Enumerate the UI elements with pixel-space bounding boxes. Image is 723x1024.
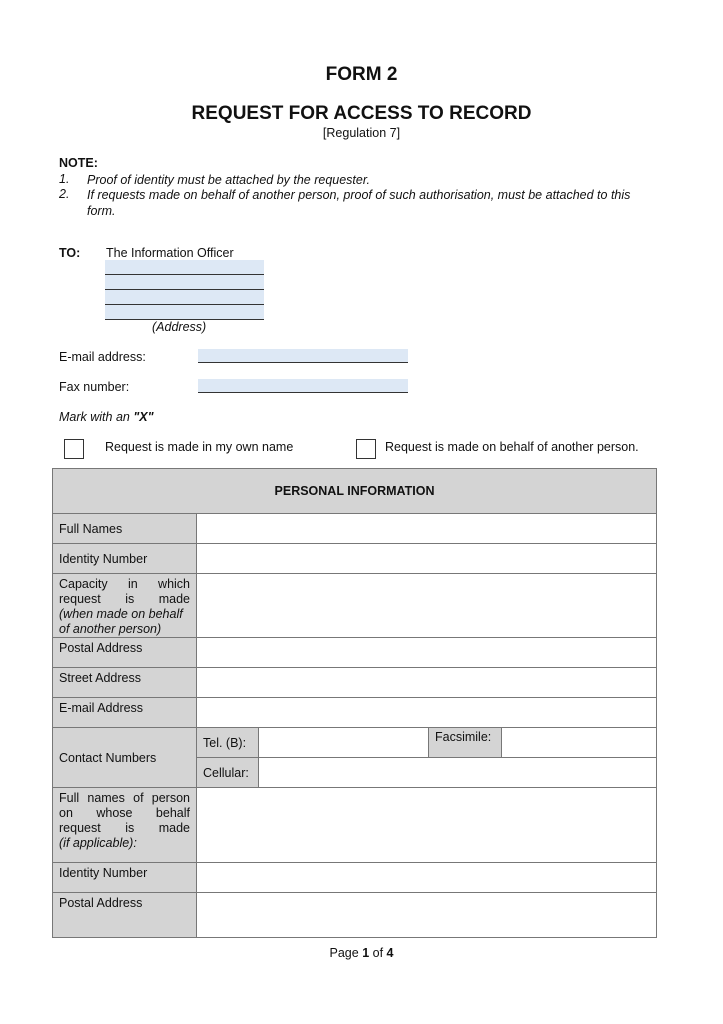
behalf-postal-address-input[interactable] xyxy=(197,893,657,938)
capacity-label xyxy=(53,574,197,638)
note-item-text: If requests made on behalf of another person, proof of such authorisation, must be attached to this form. xyxy=(87,188,631,218)
behalf-names-input[interactable] xyxy=(197,788,657,863)
behalf-identity-number-input[interactable] xyxy=(197,863,657,893)
form-number: FORM 2 xyxy=(325,64,398,85)
full-names-label: Full Names xyxy=(53,514,197,544)
mark-instruction xyxy=(59,410,154,424)
postal-address-label xyxy=(53,638,197,668)
street-address-label xyxy=(53,668,197,698)
note-item-number: 2. xyxy=(59,187,70,201)
street-address-label-text: Street Address xyxy=(59,671,141,685)
recipient-name: The Information Officer xyxy=(106,246,234,260)
total-pages: 4 xyxy=(386,946,394,960)
facsimile-input[interactable] xyxy=(502,728,657,758)
capacity-input[interactable] xyxy=(197,574,657,638)
email-address-label xyxy=(53,698,197,728)
address-line-2-input[interactable] xyxy=(105,275,264,290)
note-heading: NOTE: xyxy=(59,156,98,170)
fax-input[interactable] xyxy=(198,379,408,393)
capacity-label-note: (when made on behalf of another person) xyxy=(59,607,183,636)
regulation-reference: [Regulation 7] xyxy=(322,126,401,140)
note-item-text: Proof of identity must be attached by the requester. xyxy=(87,173,371,187)
behalf-postal-address-label-text: Postal Address xyxy=(59,896,143,910)
fax-label: Fax number: xyxy=(59,380,130,394)
note-item-number: 1. xyxy=(59,172,70,186)
behalf-identity-number-label xyxy=(53,863,197,893)
email-address-input[interactable] xyxy=(197,698,657,728)
email-address-label-text: E-mail Address xyxy=(59,701,144,715)
page-title: REQUEST FOR ACCESS TO RECORD xyxy=(191,103,532,124)
mark-instruction-text: Mark with an xyxy=(59,410,134,424)
current-page: 1 xyxy=(362,946,370,960)
cellular-input[interactable] xyxy=(259,758,657,788)
personal-information-heading: PERSONAL INFORMATION xyxy=(53,469,657,514)
address-caption: (Address) xyxy=(152,320,207,334)
address-line-1-input[interactable] xyxy=(105,260,264,275)
cellular-label: Cellular: xyxy=(197,758,259,788)
postal-address-input[interactable] xyxy=(197,638,657,668)
note-item-1 xyxy=(59,172,659,188)
behalf-identity-number-label-text: Identity Number xyxy=(59,866,148,880)
email-label: E-mail address: xyxy=(59,350,146,364)
address-line-4-input[interactable] xyxy=(105,305,264,320)
own-name-checkbox-label: Request is made in my own name xyxy=(105,440,294,454)
behalf-postal-address-label xyxy=(53,893,197,938)
page-separator: of xyxy=(369,946,387,960)
address-line-3-input[interactable] xyxy=(105,290,264,305)
page-indicator xyxy=(0,946,723,960)
contact-numbers-label: Contact Numbers xyxy=(53,728,197,788)
page-prefix: Page xyxy=(329,946,363,960)
tel-b-input[interactable] xyxy=(259,728,429,758)
postal-address-label-text: Postal Address xyxy=(59,641,143,655)
mark-symbol: "X" xyxy=(133,410,154,424)
capacity-label-text: Capacity in which request is made xyxy=(59,577,190,606)
to-label: TO: xyxy=(59,246,81,260)
street-address-input[interactable] xyxy=(197,668,657,698)
behalf-names-label-text: Full names of person on whose behalf request is made xyxy=(59,791,190,835)
identity-number-input[interactable] xyxy=(197,544,657,574)
email-input[interactable] xyxy=(198,349,408,363)
behalf-names-label-note: (if applicable): xyxy=(59,836,137,850)
note-item-2 xyxy=(59,187,659,219)
behalf-names-label xyxy=(53,788,197,863)
personal-information-table xyxy=(52,468,657,938)
facsimile-label: Facsimile: xyxy=(429,728,502,758)
behalf-checkbox-label: Request is made on behalf of another person. xyxy=(385,440,639,454)
tel-b-label: Tel. (B): xyxy=(197,728,259,758)
behalf-checkbox[interactable] xyxy=(356,439,376,459)
full-names-input[interactable] xyxy=(197,514,657,544)
identity-number-label: Identity Number xyxy=(53,544,197,574)
own-name-checkbox[interactable] xyxy=(64,439,84,459)
